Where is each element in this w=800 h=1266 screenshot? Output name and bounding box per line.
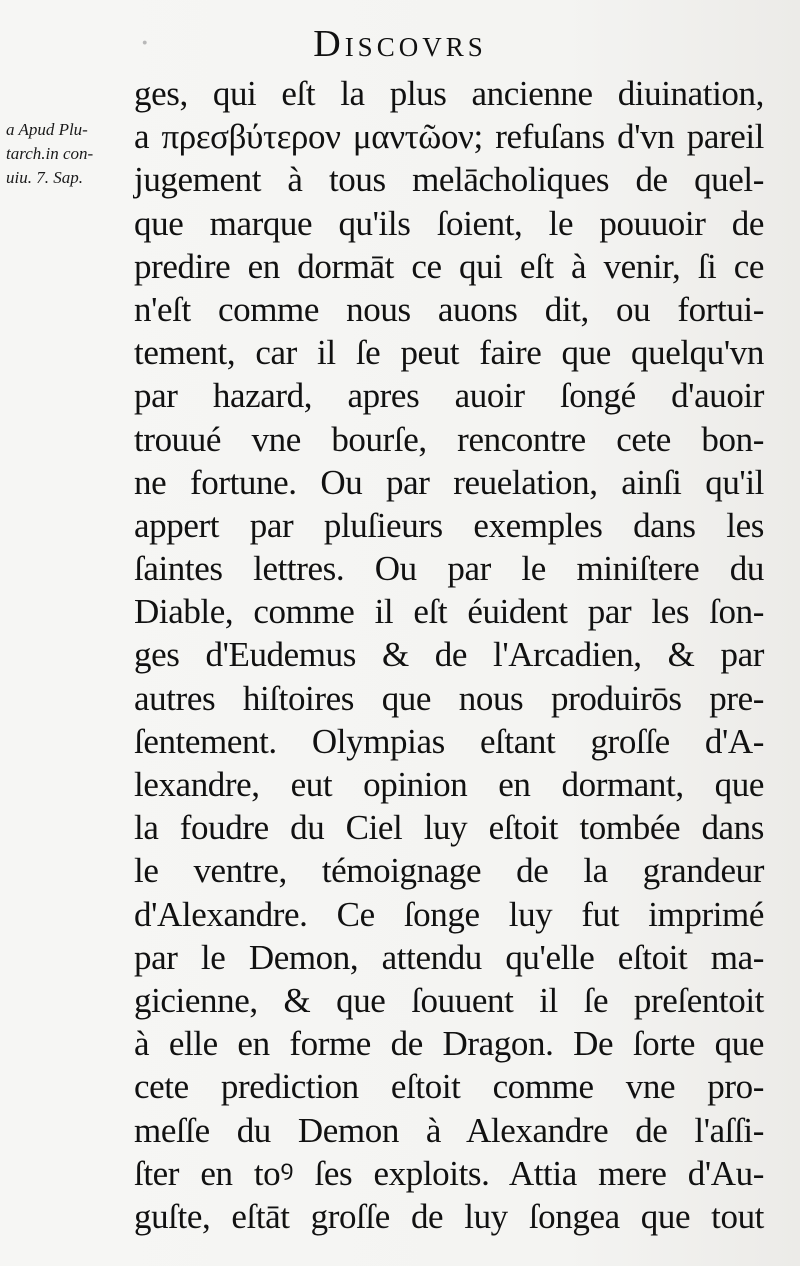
text-line: n'eſt comme nous auons dit, ou fortui- [134, 289, 764, 329]
text-line: ne fortune. Ou par reuelation, ainſi qu'il [134, 462, 764, 502]
text-line: le ventre, témoignage de la grandeur [134, 851, 764, 891]
running-head: Discovrs [313, 23, 487, 65]
text-line: appert par pluſieurs exemples dans les [134, 505, 764, 545]
text-line: que marque qu'ils ſoient, le pouuoir de [134, 203, 764, 243]
text-line: ſaintes lettres. Ou par le miniſtere du [134, 549, 764, 589]
text-line: lexandre, eut opinion en dormant, que [134, 765, 764, 804]
text-line: par le Demon, attendu qu'elle eſtoit ma- [134, 937, 764, 977]
text-line: Diable, comme il eſt éuident par les ſon- [134, 592, 764, 632]
text-line: trouué vne bourſe, rencontre cete bon- [134, 419, 764, 459]
text-line: tement, car il ſe peut faire que quelqu'vn [134, 333, 764, 373]
text-line: ges, qui eſt la plus ancienne diuination, [134, 74, 764, 113]
body-text [134, 72, 764, 1238]
text-line: ges d'Eudemus & de l'Arcadien, & par [134, 635, 764, 675]
text-line: gicienne, & que ſouuent il ſe preſentoit [134, 980, 764, 1020]
margin-note-line: a Apud Plu- [6, 120, 88, 139]
text-line: la foudre du Ciel luy eſtoit tombée dans [134, 808, 764, 848]
margin-note-line: tarch.in con- [6, 144, 94, 163]
text-line: ſentement. Olympias eſtant groſſe d'A- [134, 721, 764, 761]
text-line: ſter en toꝰ ſes exploits. Attia mere d'Au- [134, 1153, 764, 1193]
text-line: predire en dormāt ce qui eſt à venir, ſi ce [134, 246, 764, 286]
bleed-through-folio: · [140, 26, 150, 61]
text-line: jugement à tous melācholiques de quel- [134, 160, 764, 200]
text-line: meſſe du Demon à Alexandre de l'aſſi- [134, 1110, 764, 1150]
margin-note [6, 118, 136, 190]
text-line: cete prediction eſtoit comme vne pro- [134, 1067, 764, 1107]
text-line: par hazard, apres auoir ſongé d'auoir [134, 376, 764, 416]
text-line: autres hiſtoires que nous produirōs pre- [134, 678, 764, 718]
text-line: à elle en forme de Dragon. De ſorte que [134, 1024, 764, 1064]
text-line: a πρεσβύτερον μαντῶον; refuſans d'vn pareil [134, 117, 764, 157]
text-line: d'Alexandre. Ce ſonge luy fut imprimé [134, 894, 764, 934]
margin-note-line: uiu. 7. Sap. [6, 168, 83, 187]
text-line: guſte, eſtāt groſſe de luy ſongea que tout [134, 1196, 764, 1236]
